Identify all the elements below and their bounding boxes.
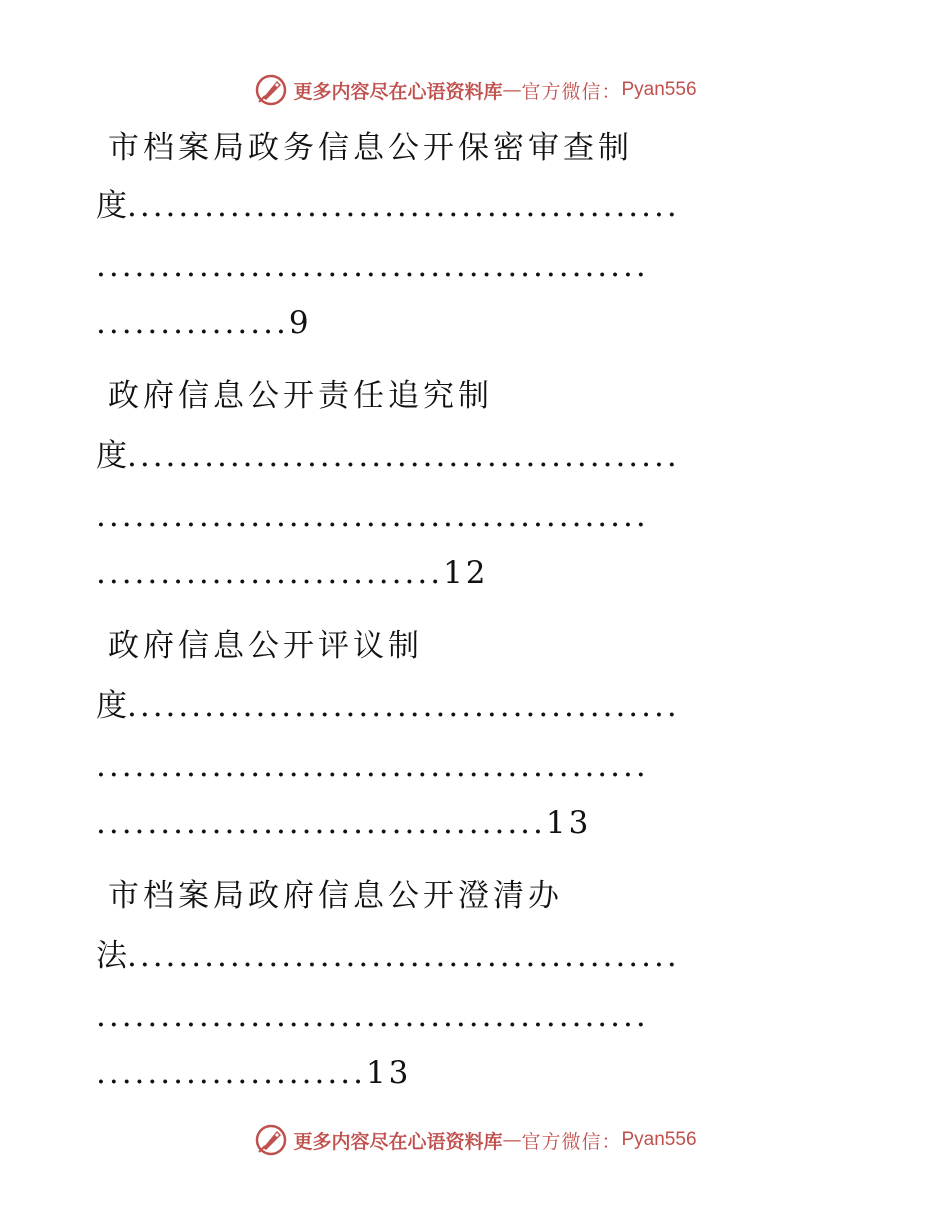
toc-entry-lead-char: 度 (96, 188, 127, 224)
toc-page-number: 9 (288, 305, 312, 341)
watermark-brand: 更多内容尽在心语资料库 (293, 80, 503, 103)
toc-leader-dots: ........................................... (96, 248, 649, 284)
toc-leader-dots: ........................................... (127, 938, 680, 974)
toc-page-number: 13 (365, 1055, 412, 1091)
toc-entry-title: 政府信息公开评议制 (108, 628, 423, 664)
toc-entry-line (96, 303, 856, 343)
toc-entry-title: 市档案局政府信息公开澄清办 (108, 878, 563, 914)
toc-leader-dots: ........................... (96, 555, 444, 591)
toc-leader-dots: ..................... (96, 1055, 366, 1091)
toc-leader-dots: ........................................... (96, 998, 649, 1034)
toc-entry-line (96, 246, 856, 286)
toc-leader-dots: ................................... (96, 805, 546, 841)
toc-entry-line (96, 553, 856, 593)
toc-entry-line (96, 686, 856, 726)
toc-entry-line (96, 1053, 856, 1093)
toc-entry-line (96, 996, 856, 1036)
toc-page-number: 13 (545, 805, 592, 841)
toc-leader-dots: ........................................... (127, 188, 680, 224)
watermark-dash: — (502, 1129, 522, 1151)
watermark-dash: — (502, 79, 522, 101)
toc-leader-dots: ........................................... (127, 438, 680, 474)
toc-page-number: 12 (443, 555, 489, 591)
watermark-wechat-label: 官方微信： (521, 80, 622, 103)
toc-entry-line (96, 936, 856, 976)
watermark-footer (0, 1120, 950, 1160)
watermark-brand: 更多内容尽在心语资料库 (293, 1130, 503, 1153)
toc-entry-title: 政府信息公开责任追究制 (108, 378, 493, 414)
toc-entry-line (96, 436, 856, 476)
watermark-wechat-label: 官方微信： (521, 1130, 622, 1153)
watermark-wechat-id: Pyan556 (621, 1129, 697, 1150)
toc-leader-dots: ........................................... (96, 748, 649, 784)
toc-entry-line (96, 496, 856, 536)
toc-leader-dots: ............... (96, 305, 289, 341)
toc-leader-dots: ........................................... (127, 688, 680, 724)
toc-entry-line (96, 803, 856, 843)
toc-entry-line (96, 746, 856, 786)
toc-entry-lead-char: 法 (96, 938, 127, 974)
toc-entry-lead-char: 度 (96, 438, 127, 474)
toc-entry-line (96, 186, 856, 226)
toc-leader-dots: ........................................... (96, 498, 649, 534)
toc-entry-title: 市档案局政务信息公开保密审查制 (108, 130, 633, 166)
toc-entry-lead-char: 度 (96, 688, 127, 724)
watermark-wechat-id: Pyan556 (621, 79, 697, 100)
pen-nib-logo-icon (253, 1122, 289, 1158)
